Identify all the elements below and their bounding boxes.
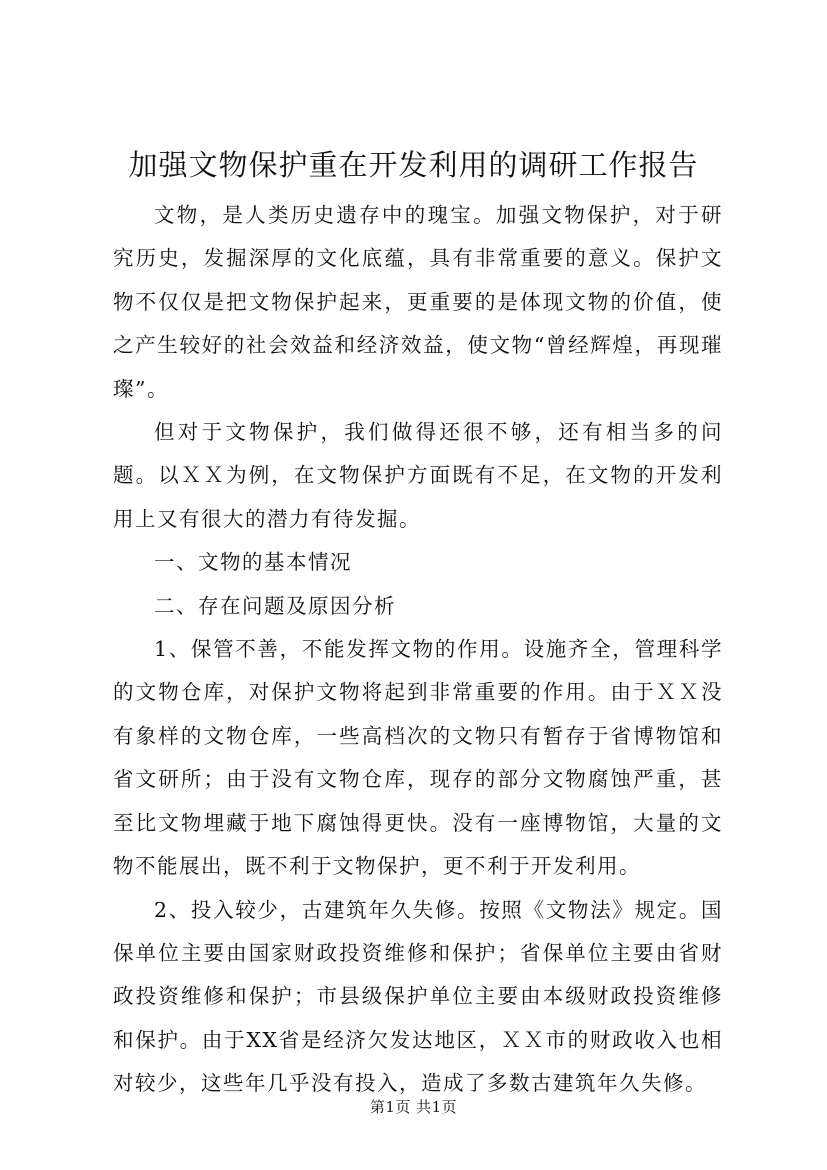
heading-problems-analysis: 二、存在问题及原因分析 xyxy=(154,593,396,618)
document-title: 加强文物保护重在开发利用的调研工作报告 xyxy=(128,148,699,182)
heading-basic-situation: 一、文物的基本情况 xyxy=(154,550,352,575)
page-footer: 第1页 共1页 xyxy=(369,1098,458,1116)
paragraph-problems-overview: 但对于文物保护，我们做得还很不够，还有相当多的问题。以ＸＸ为例，在文物保护方面既有不足，在文物的开发利用上又有很大的潜力有待发掘。 xyxy=(113,420,723,531)
document-body xyxy=(113,194,723,1106)
paragraph-point-1: 1、保管不善，不能发挥文物的作用。设施齐全，管理科学的文物仓库，对保护文物将起到非常重要的作用。由于ＸＸ没有象样的文物仓库，一些高档次的文物只有暂存于省博物馆和省文研所；由于没有文物仓库，现存的部分文物腐蚀严重，甚至比文物埋藏于地下腐蚀得更快。没有一座博物馆，大量的文物不能展出，既不利于文物保护，更不利于开发利用。 xyxy=(113,637,723,879)
paragraph-intro: 文物，是人类历史遗存中的瑰宝。加强文物保护，对于研究历史，发掘深厚的文化底蕴，具有非常重要的意义。保护文物不仅仅是把文物保护起来，更重要的是体现文物的价值，使之产生较好的社会效益和经济效益，使文物“曾经辉煌，再现璀璨”。 xyxy=(113,203,723,401)
paragraph-point-2: 2、投入较少，古建筑年久失修。按照《文物法》规定。国保单位主要由国家财政投资维修和保护；省保单位主要由省财政投资维修和保护；市县级保护单位主要由本级财政投资维修和保护。由于XX省是经济欠发达地区，ＸＸ市的财政收入也相对较少，这些年几乎没有投入，造成了多数古建筑年久失修。 xyxy=(113,897,723,1096)
